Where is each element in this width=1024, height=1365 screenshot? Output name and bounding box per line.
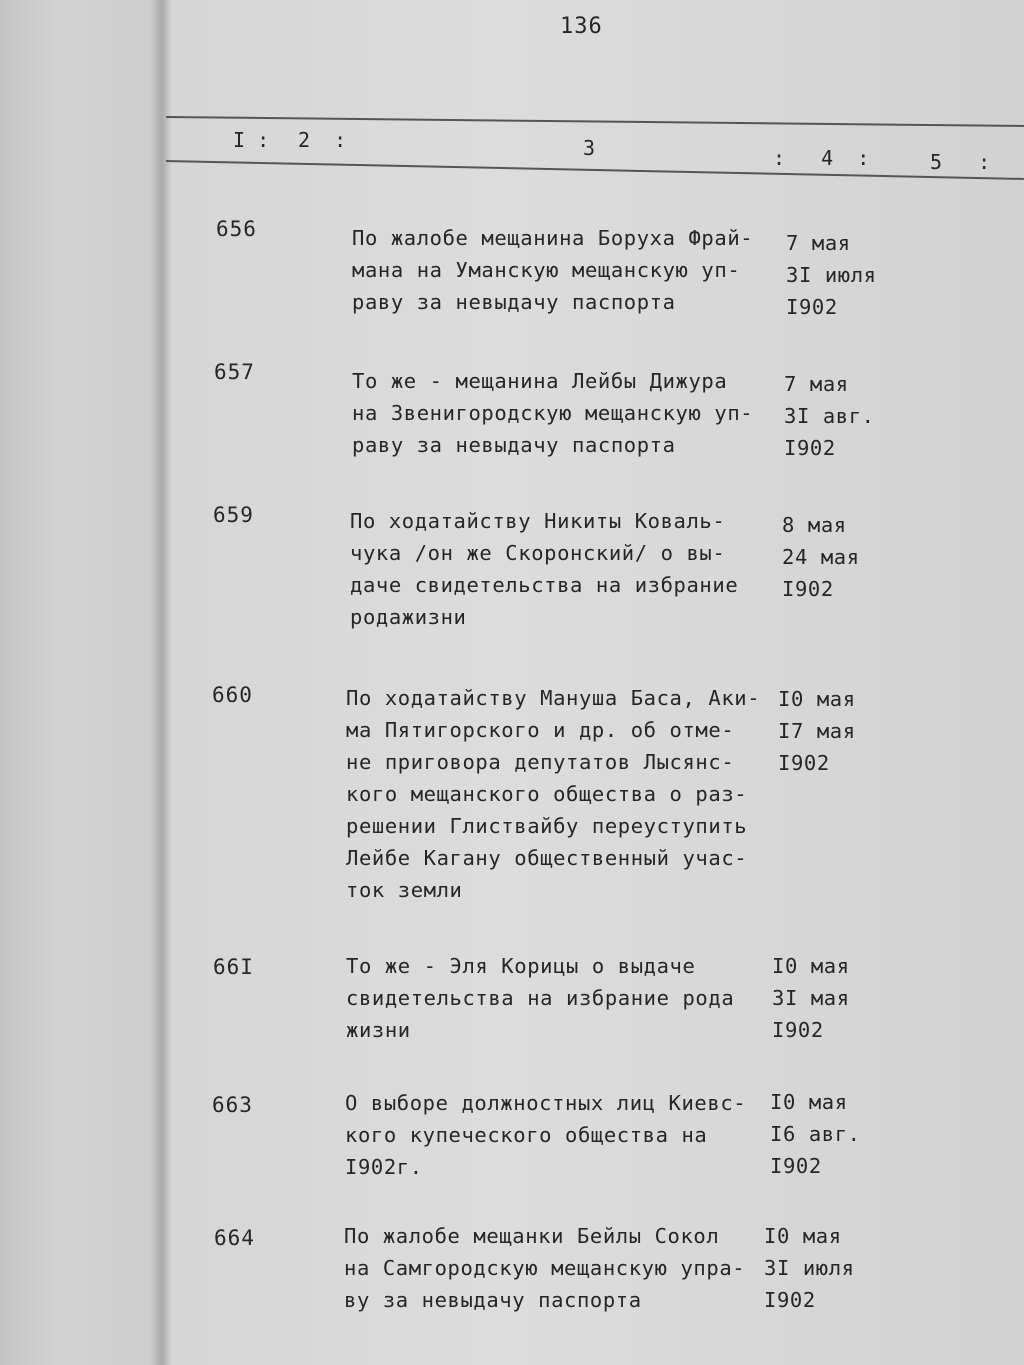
entry-description: По жалобе мещанки Бейлы Сокол на Самгородскую мещанскую упра- ву за невыдачу паспорта [344, 1224, 746, 1312]
entry-number: 657 [214, 360, 255, 384]
entry-dates: I0 мая 3I июля I902 [764, 1224, 855, 1312]
column-header-5: 5 : [930, 150, 991, 174]
entry-dates: 7 мая 3I авг. I902 [784, 372, 875, 460]
entry-dates: I0 мая I7 мая I902 [778, 687, 856, 775]
column-header-4: : 4 : [773, 146, 870, 170]
entry-number: 664 [214, 1226, 255, 1250]
entry-description: По ходатайству Мануша Баса, Аки- ма Пятигорского и др. об отме- не приговора депутатов Лысянс- кого мещанского общества о раз- решении Глиствайбу переуступить Лейбе Кагану общественный учас- ток земли [346, 686, 761, 902]
facing-page-shadow [0, 0, 165, 1365]
entry-number: 66I [213, 955, 254, 979]
entry-description: То же - мещанина Лейбы Дижура на Звенигородскую мещанскую уп- раву за невыдачу паспорта [352, 369, 754, 457]
entry-description: По жалобе мещанина Боруха Фрай- мана на Уманскую мещанскую уп- раву за невыдачу паспорта [352, 226, 754, 314]
entry-number: 659 [213, 503, 254, 527]
entry-number: 663 [212, 1093, 253, 1117]
entry-description: О выборе должностных лиц Киевс- кого купеческого общества на I902г. [345, 1091, 747, 1179]
column-header-2: 2 : [298, 128, 347, 152]
entry-dates: 7 мая 3I июля I902 [786, 231, 877, 319]
table-top-rule [166, 116, 1024, 127]
entry-dates: 8 мая 24 мая I902 [782, 513, 860, 601]
page-number: 136 [560, 14, 603, 39]
entry-number: 660 [212, 683, 253, 707]
column-header-1: I : [233, 128, 282, 152]
entry-description: По ходатайству Никиты Коваль- чука /он же Скоронский/ о вы- даче свидетельства на избрание родажизни [350, 509, 739, 629]
entry-dates: I0 мая 3I мая I902 [772, 954, 850, 1042]
table-header-rule [166, 160, 1024, 180]
entry-number: 656 [216, 217, 257, 241]
column-header-3: 3 [583, 136, 596, 160]
entry-dates: I0 мая I6 авг. I902 [770, 1090, 861, 1178]
entry-description: То же - Эля Корицы о выдаче свидетельства на избрание рода жизни [346, 954, 735, 1042]
